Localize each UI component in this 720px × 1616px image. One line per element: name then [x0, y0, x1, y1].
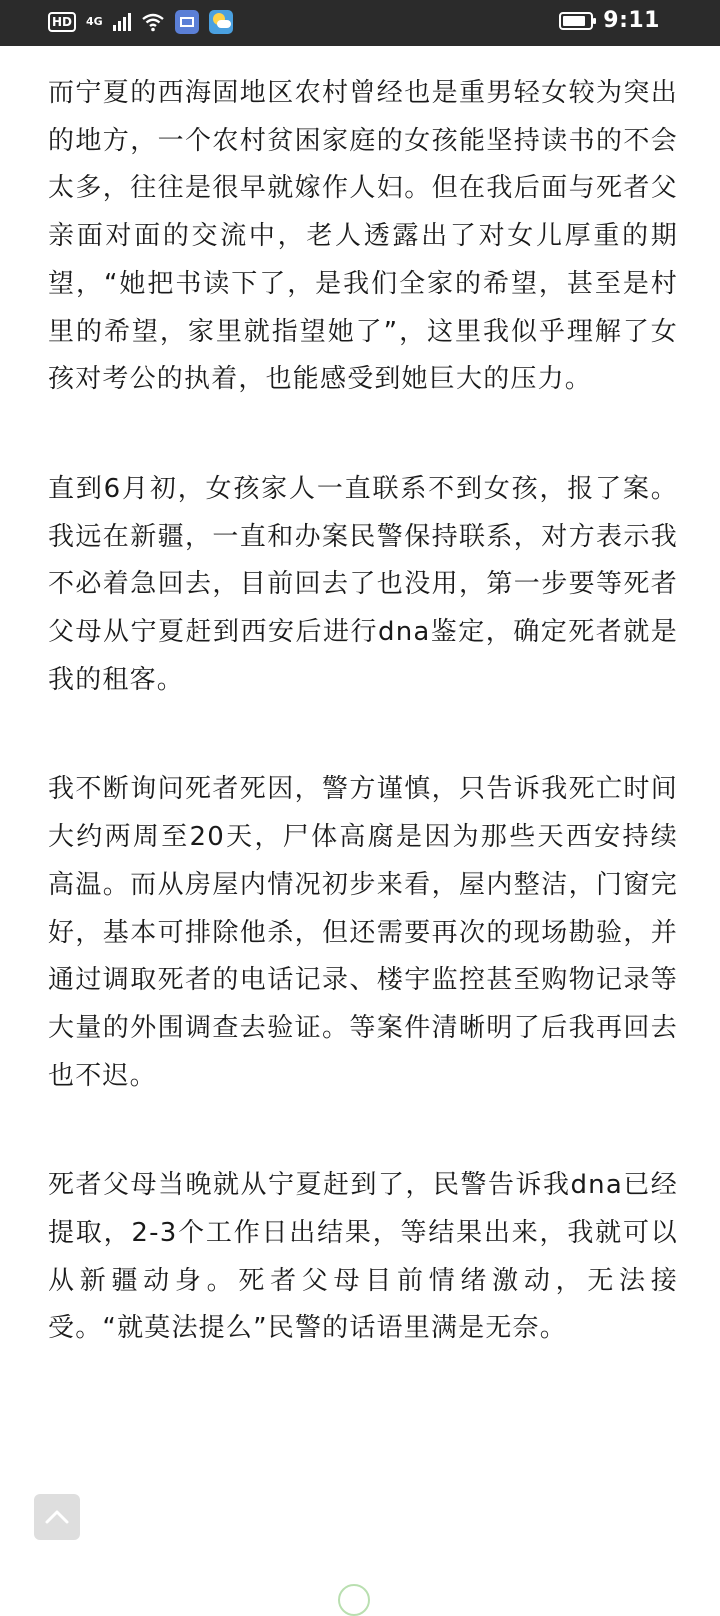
weather-app-icon [209, 10, 233, 34]
article-paragraph: 而宁夏的西海固地区农村曾经也是重男轻女较为突出的地方，一个农村贫困家庭的女孩能坚持读书的不会太多，往往是很早就嫁作人妇。但在我后面与死者父亲面对面的交流中，老人透露出了对女儿厚重的期望，“她把书读下了，是我们全家的希望，甚至是村里的希望，家里就指望她了”，这里我似乎理解了女孩对考公的执着，也能感受到她巨大的压力。 [48, 78, 678, 395]
status-bar-left [48, 10, 233, 34]
scroll-to-top-button[interactable] [34, 1494, 80, 1540]
status-bar-right [559, 8, 660, 33]
network-type-label: 4G [86, 15, 103, 28]
article-paragraph: 直到6月初，女孩家人一直联系不到女孩，报了案。我远在新疆，一直和办案民警保持联系，对方表示我不必着急回去，目前回去了也没用，第一步要等死者父母从宁夏赶到西安后进行dna鉴定，确定死者就是我的租客。 [48, 473, 678, 695]
status-bar [0, 0, 720, 46]
article-paragraph: 我不断询问死者死因，警方谨慎，只告诉我死亡时间大约两周至20天，尸体高腐是因为那些天西安持续高温。而从房屋内情况初步来看，屋内整洁，门窗完好，基本可排除他杀，但还需要再次的现场勘验，并通过调取死者的电话记录、楼宇监控甚至购物记录等大量的外围调查去验证。等案件清晰明了后我再回去也不迟。 [48, 774, 678, 1091]
article-paragraph: 死者父母当晚就从宁夏赶到了，民警告诉我dna已经提取，2-3个工作日出结果，等结果出来，我就可以从新疆动身。死者父母目前情绪激动，无法接受。“就莫法提么”民警的话语里满是无奈。 [48, 1170, 678, 1344]
chevron-up-icon [44, 1509, 70, 1525]
signal-icon [113, 13, 131, 31]
wifi-icon [141, 12, 165, 32]
bottom-decoration [338, 1584, 370, 1616]
status-time: 9:11 [603, 8, 660, 33]
hd-icon: HD [48, 12, 76, 32]
mail-app-icon [175, 10, 199, 34]
article-body [48, 70, 678, 1415]
battery-icon [559, 12, 593, 30]
